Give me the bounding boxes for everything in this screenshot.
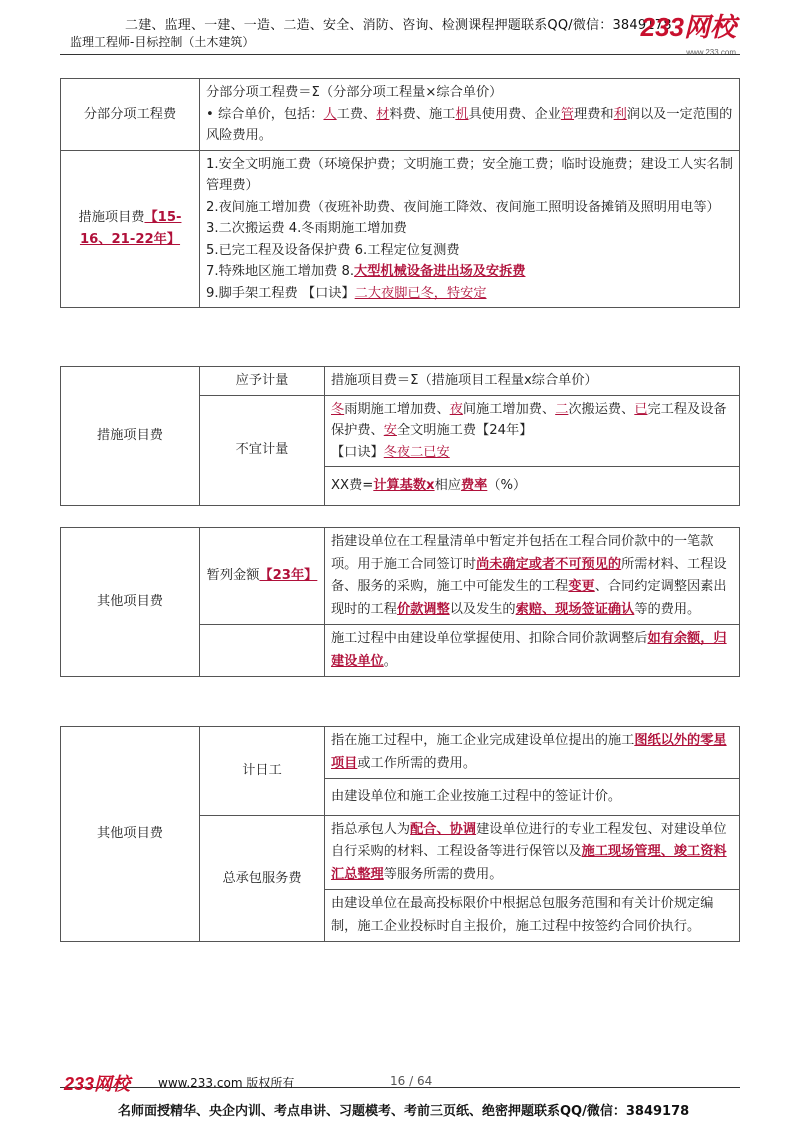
table-row xyxy=(61,79,740,151)
row-content: 冬雨期施工增加费、夜间施工增加费、二次搬运费、已完工程及设备保护费、安全文明施工费【24年】 【口诀】冬夜二已安 xyxy=(325,395,740,467)
row-label: 其他项目费 xyxy=(61,528,200,677)
header-promo: 二建、监理、一建、一造、二造、安全、消防、咨询、检测课程押题联系QQ/微信：3849178 xyxy=(125,18,672,33)
row-label: 其他项目费 xyxy=(61,727,200,942)
table-row xyxy=(61,367,740,396)
row-content: 指在施工过程中，施工企业完成建设单位提出的施工图纸以外的零星项目或工作所需的费用。 xyxy=(325,727,740,779)
sub-label: 计日工 xyxy=(200,727,325,816)
sub-label: 不宜计量 xyxy=(200,395,325,505)
brand-logo: 233网校 www.233.com xyxy=(640,12,736,57)
footer-promo: 名师面授精华、央企内训、考点串讲、习题模考、考前三页纸、绝密押题联系QQ/微信：3849178 xyxy=(118,1104,690,1119)
row-content: 由建设单位和施工企业按施工过程中的签证计价。 xyxy=(325,779,740,816)
row-label: 措施项目费 xyxy=(61,367,200,506)
table-row xyxy=(61,528,740,625)
table-cost-breakdown xyxy=(60,78,740,308)
header-divider xyxy=(60,54,740,55)
table-row xyxy=(61,727,740,779)
row-label: 分部分项工程费 xyxy=(61,79,200,151)
row-content: XX费=计算基数x相应费率（%） xyxy=(325,467,740,506)
footer-logo: 233网校 xyxy=(64,1074,131,1094)
row-content: 由建设单位在最高投标限价中根据总包服务范围和有关计价规定编制，施工企业投标时自主报价，施工过程中按签约合同价执行。 xyxy=(325,890,740,942)
row-content: 施工过程中由建设单位掌握使用、扣除合同价款调整后如有余额，归建设单位。 xyxy=(325,625,740,677)
sub-label: 总承包服务费 xyxy=(200,815,325,942)
row-content: 指总承包人为配合、协调建设单位进行的专业工程发包、对建设单位自行采购的材料、工程设备等进行保管以及施工现场管理、竣工资料汇总整理等服务所需的费用。 xyxy=(325,815,740,890)
table-provisional-sum xyxy=(60,527,740,677)
table-other-items xyxy=(60,726,740,942)
row-content: 分部分项工程费＝Σ（分部分项工程量×综合单价） • 综合单价，包括：人工费、材料费、施工机具使用费、企业管理费和利润以及一定范围的风险费用。 xyxy=(200,79,740,151)
row-content: 指建设单位在工程量清单中暂定并包括在工程合同价款中的一笔款项。用于施工合同签订时尚未确定或者不可预见的所需材料、工程设备、服务的采购，施工中可能发生的工程变更、合同约定调整因素出现时的工程价款调整以及发生的索赔、现场签证确认等的费用。 xyxy=(325,528,740,625)
footer-site: www.233.com 版权所有 xyxy=(158,1076,295,1090)
row-content: 1.安全文明施工费（环境保护费；文明施工费；安全施工费；临时设施费；建设工人实名制管理费） 2.夜间施工增加费（夜班补助费、夜间施工降效、夜间施工照明设备摊销及照明用电等） 3.二次搬运费 4.冬雨期施工增加费 5.已完工程及设备保护费 6.工程定位复测费 7.特殊地区施工增加费 8.大型机械设备进出场及安拆费 9.脚手架工程费 【口诀】二大夜脚已冬，特安定 xyxy=(200,150,740,308)
page-number: 16 / 64 xyxy=(390,1074,433,1088)
table-row xyxy=(61,150,740,308)
header-subject: 监理工程师-目标控制（土木建筑） xyxy=(70,35,255,49)
table-measures xyxy=(60,366,740,506)
row-label: 措施项目费【15-16、21-22年】 xyxy=(61,150,200,308)
row-content: 措施项目费＝Σ（措施项目工程量x综合单价） xyxy=(325,367,740,396)
sub-label: 暂列金额【23年】 xyxy=(200,528,325,625)
sub-label: 应予计量 xyxy=(200,367,325,396)
